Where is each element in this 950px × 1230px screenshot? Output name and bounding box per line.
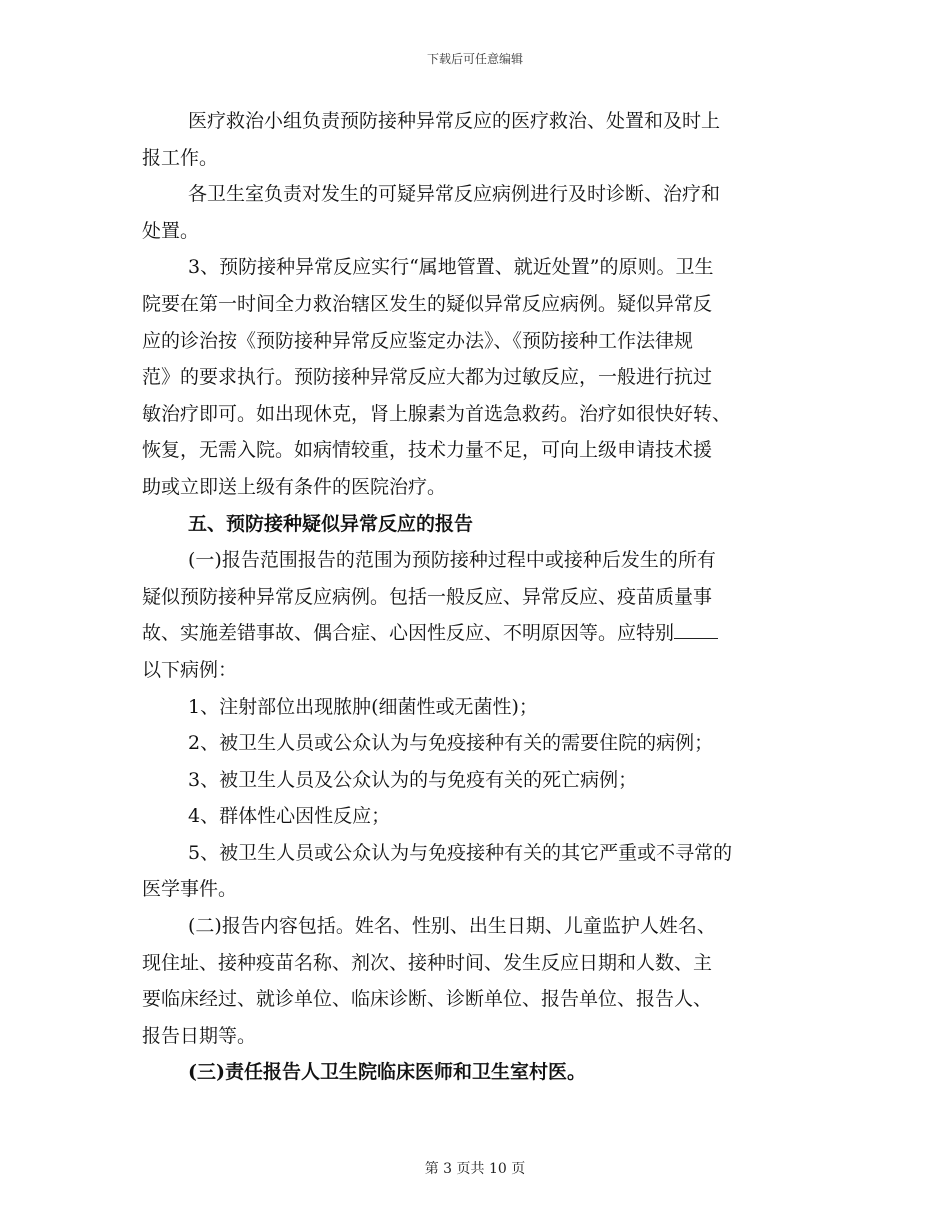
list-item: 2、被卫生人员或公众认为与免疫接种有关的需要住院的病例； [188, 732, 714, 755]
fill-in-blank [674, 620, 718, 639]
paragraph-line: 3、预防接种异常反应实行“属地管置、就近处置”的原则。卫生 [188, 256, 714, 279]
document-body [142, 103, 810, 1091]
paragraph-line: 处置。 [142, 219, 200, 242]
page-header: 下载后可任意编辑 [426, 52, 523, 66]
paragraph-line: 疑似预防接种异常反应病例。包括一般反应、异常反应、疫苗质量事 [142, 585, 713, 608]
list-item: 5、被卫生人员或公众认为与免疫接种有关的其它严重或不寻常的 [188, 841, 733, 864]
paragraph-text: 故、实施差错事故、偶合症、心因性反应、不明原因等。应特别 [142, 622, 675, 645]
paragraph-line: 各卫生室负责对发生的可疑异常反应病例进行及时诊断、治疗和 [188, 183, 721, 206]
page-footer: 第 3 页共 10 页 [424, 1161, 526, 1177]
paragraph-line: 医疗救治小组负责预防接种异常反应的医疗救治、处置和及时上 [188, 110, 721, 132]
paragraph-line: 恢复，无需入院。如病情较重，技术力量不足，可向上级申请技术援 [142, 439, 713, 462]
paragraph-line: (一)报告范围报告的范围为预防接种过程中或接种后发生的所有 [188, 549, 716, 572]
paragraph-line: 敏治疗即可。如出现休克，肾上腺素为首选急救药。治疗如很快好转、 [142, 402, 732, 425]
paragraph-line: 院要在第一时间全力救治辖区发生的疑似异常反应病例。疑似异常反 [142, 292, 713, 315]
paragraph-line-with-blank [142, 615, 810, 652]
paragraph-line: 医学事件。 [142, 878, 238, 901]
list-item: 3、被卫生人员及公众认为的与免疫有关的死亡病例； [188, 768, 638, 791]
paragraph-line: 助或立即送上级有条件的医院治疗。 [142, 475, 447, 498]
paragraph-line: 现住址、接种疫苗名称、剂次、接种时间、发生反应日期和人数、主 [142, 951, 713, 974]
paragraph-line: 以下病例： [142, 658, 238, 681]
paragraph-line: 报告日期等。 [142, 1024, 257, 1047]
section-heading: (三)责任报告人卫生院临床医师和卫生室村医。 [188, 1061, 586, 1084]
paragraph-line: 报工作。 [142, 146, 219, 169]
paragraph-line: 应的诊治按《预防接种异常反应鉴定办法》、《预防接种工作法律规 [142, 329, 694, 352]
section-heading: 五、预防接种疑似异常反应的报告 [188, 512, 474, 535]
paragraph-line: 要临床经过、就诊单位、临床诊断、诊断单位、报告单位、报告人、 [142, 988, 713, 1011]
list-item: 4、群体性心因性反应； [188, 805, 391, 828]
list-item: 1、注射部位出现脓肿(细菌性或无菌性)； [188, 695, 538, 718]
paragraph-line: (二)报告内容包括。姓名、性别、出生日期、儿童监护人姓名、 [188, 915, 716, 938]
paragraph-line: 范》的要求执行。预防接种异常反应大都为过敏反应，一般进行抗过 [142, 366, 713, 389]
